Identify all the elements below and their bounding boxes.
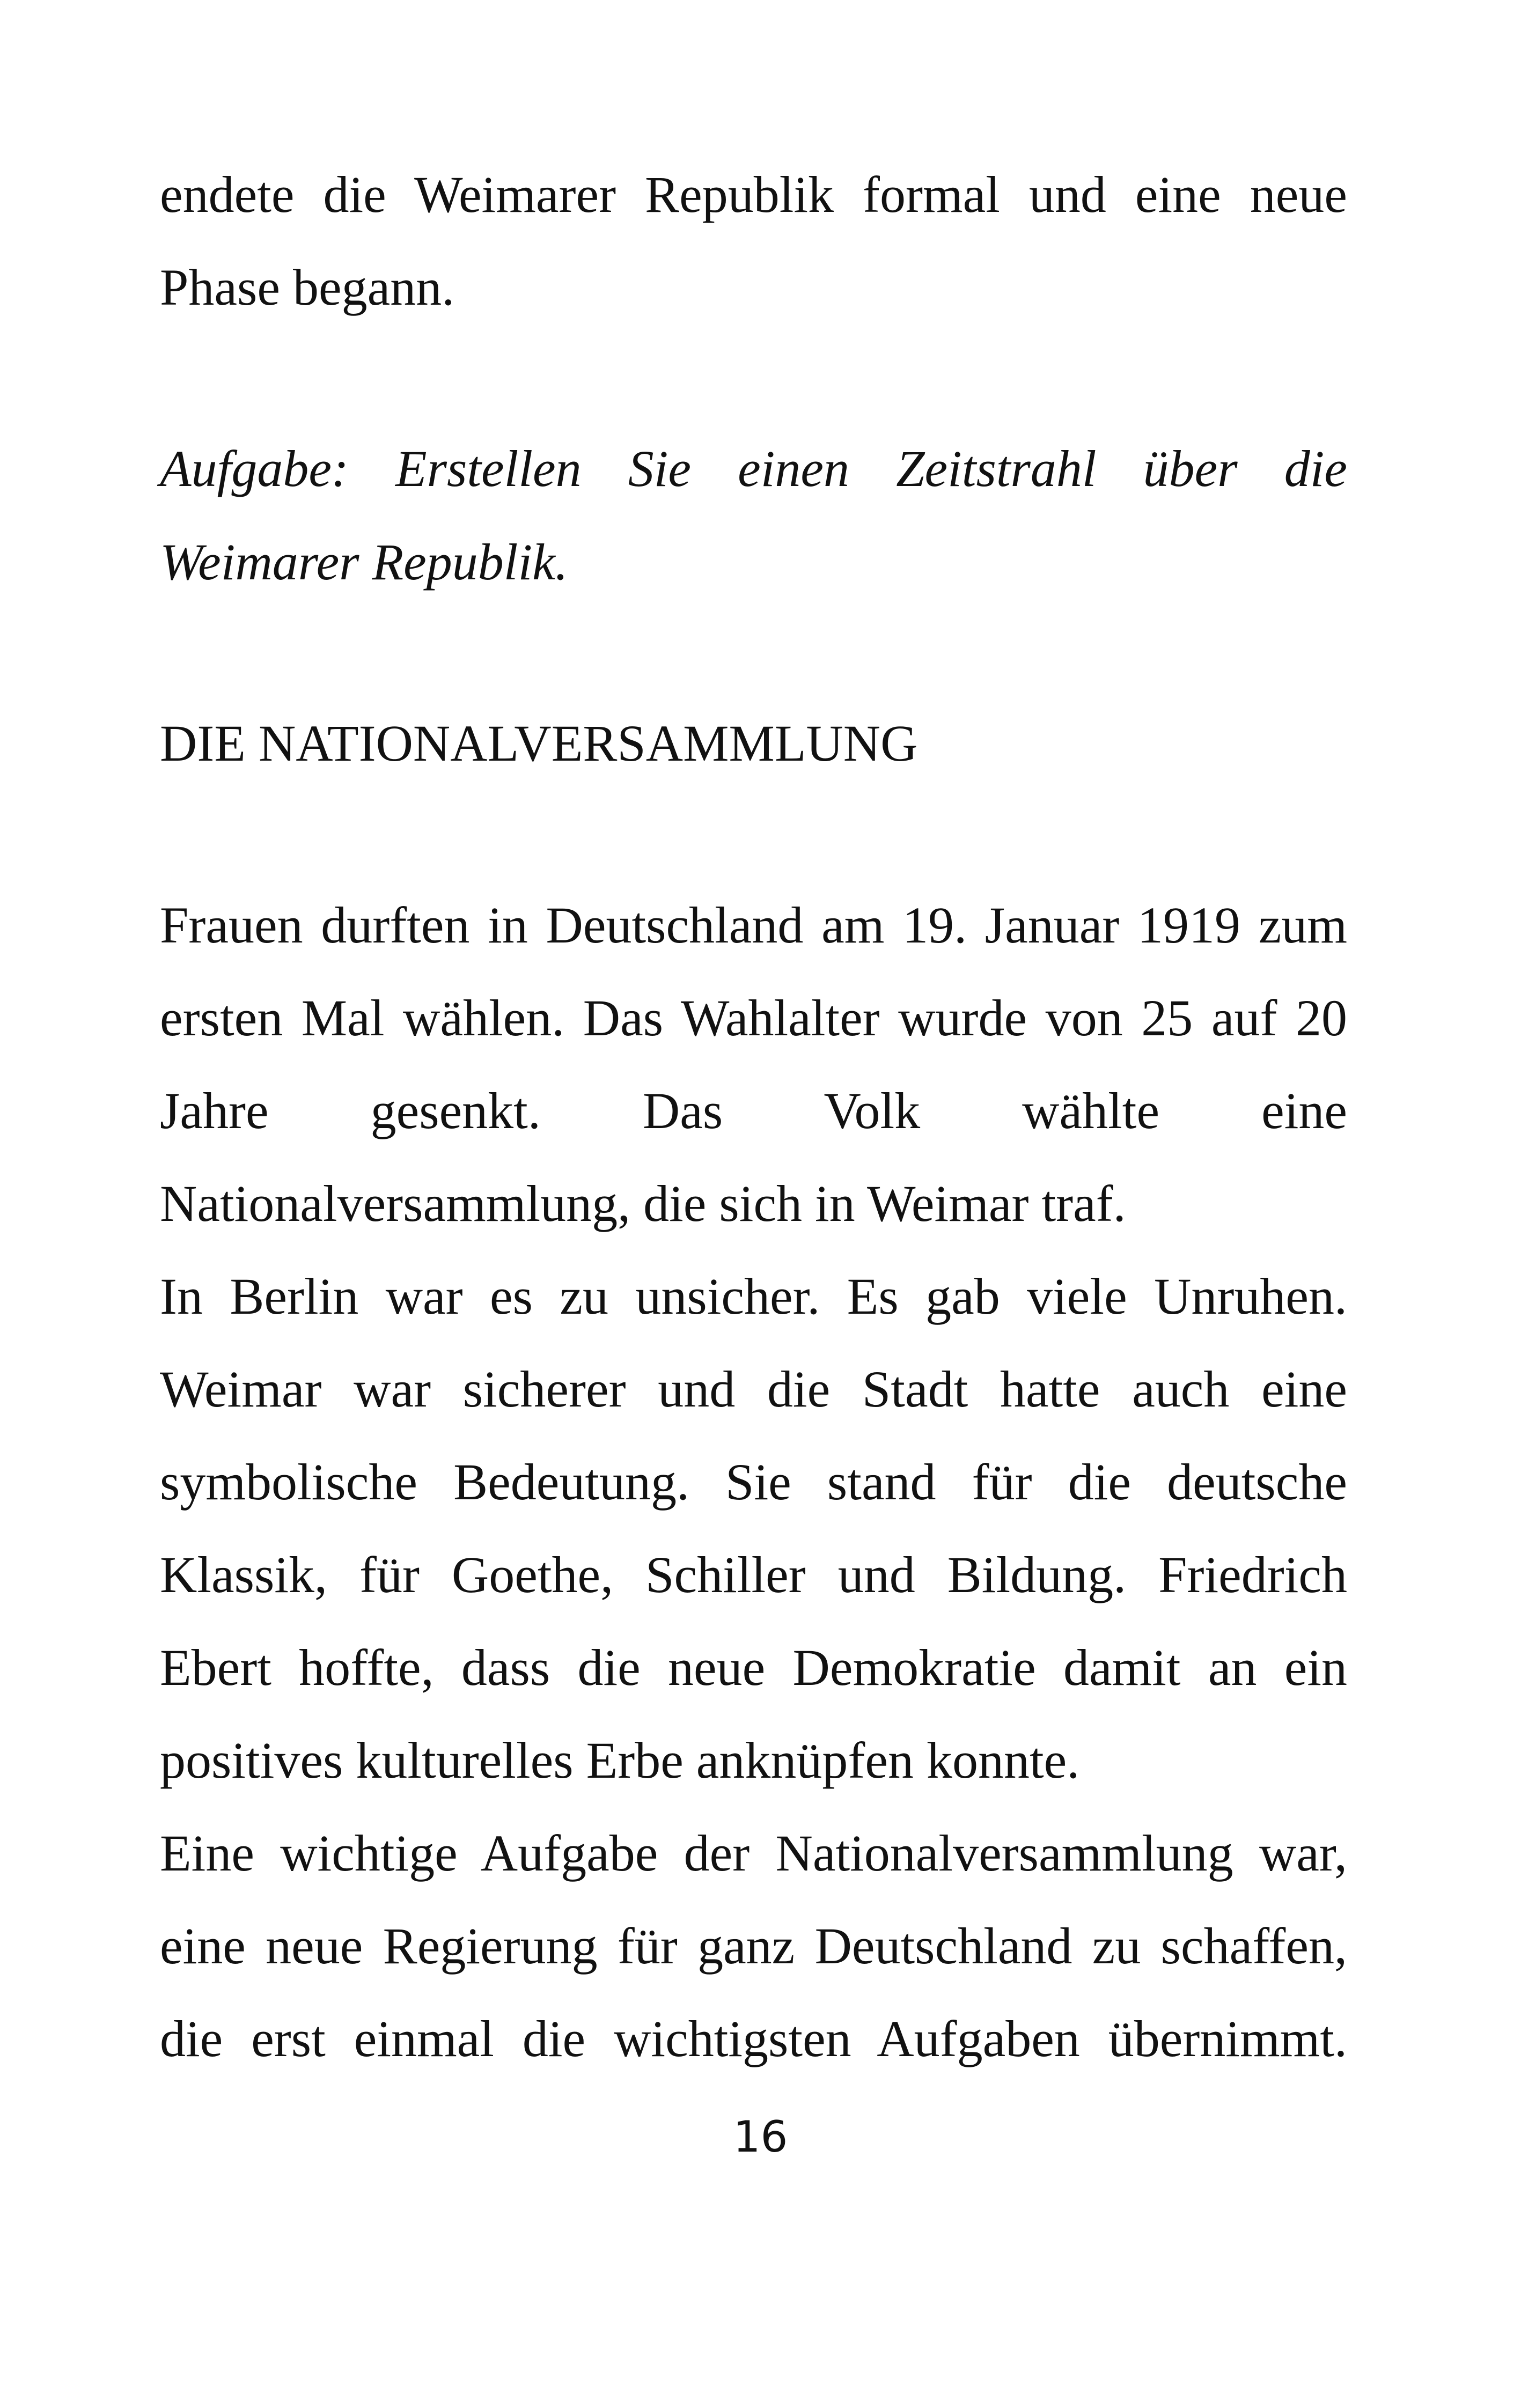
text-line: Nationalversammlung, die sich in Weimar traf. [160, 1175, 1126, 1232]
section-heading: DIE NATIONALVERSAMMLUNG [160, 715, 918, 772]
text-line: Eine wichtige Aufgabe der Nationalversammlung war, [160, 1824, 1347, 1882]
text-line: eine neue Regierung für ganz Deutschland zu schaffen, [160, 1917, 1347, 1975]
text-line: Weimar war sicherer und die Stadt hatte auch eine [160, 1360, 1347, 1418]
text-line: endete die Weimarer Republik formal und eine neue [160, 166, 1347, 223]
text-line: positives kulturelles Erbe anknüpfen konnte. [160, 1732, 1080, 1789]
text-line: Frauen durften in Deutschland am 19. Januar 1919 zum [160, 896, 1347, 954]
text-line: symbolische Bedeutung. Sie stand für die deutsche [160, 1453, 1347, 1511]
text-line: Phase begann. [160, 259, 455, 316]
text-line: ersten Mal wählen. Das Wahlalter wurde von 25 auf 20 [160, 989, 1347, 1047]
text-line: Ebert hoffte, dass die neue Demokratie damit an ein [160, 1639, 1347, 1696]
page-number: 16 [733, 2112, 788, 2162]
text-line: Klassik, für Goethe, Schiller und Bildung. Friedrich [160, 1546, 1347, 1603]
text-line: In Berlin war es zu unsicher. Es gab viele Unruhen. [160, 1268, 1347, 1325]
task-line: Weimarer Republik. [160, 533, 568, 591]
task-line: Aufgabe: Erstellen Sie einen Zeitstrahl über die [160, 440, 1347, 497]
text-line: die erst einmal die wichtigsten Aufgaben übernimmt. [160, 2010, 1347, 2067]
text-line: Jahre gesenkt. Das Volk wählte eine [160, 1082, 1347, 1139]
